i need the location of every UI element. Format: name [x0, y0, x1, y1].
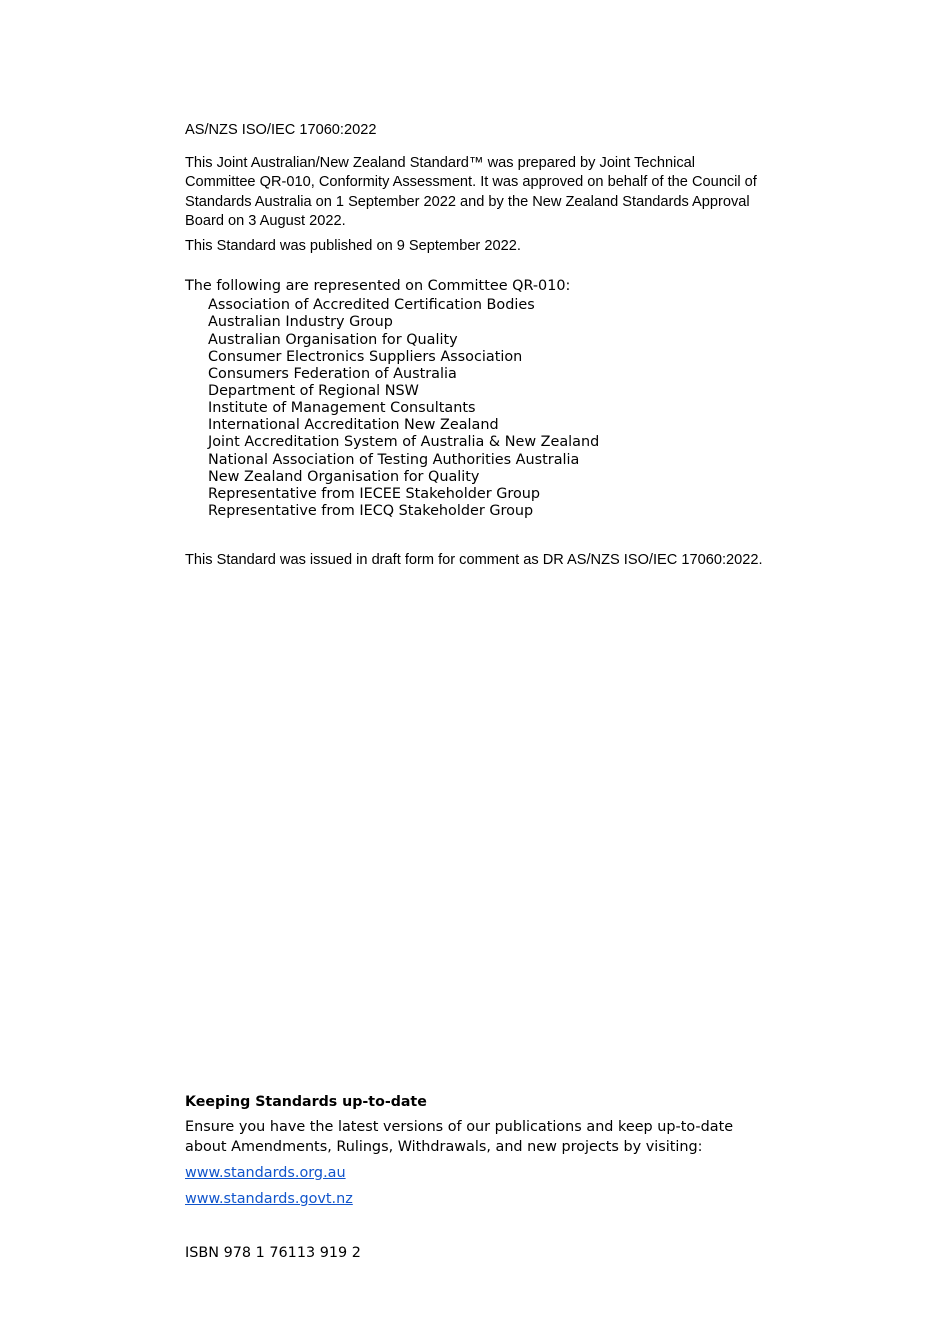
draft-note: This Standard was issued in draft form for comment as DR AS/NZS ISO/IEC 17060:2022.: [185, 552, 763, 568]
committee-member: National Association of Testing Authorities Australia: [208, 451, 580, 468]
committee-member: Representative from IECEE Stakeholder Group: [208, 485, 541, 502]
committee-member: Australian Organisation for Quality: [208, 331, 458, 348]
keeping-title: Keeping Standards up-to-date: [185, 1094, 427, 1110]
committee-member: Joint Accreditation System of Australia & New Zealand: [208, 434, 600, 451]
committee-member: Consumers Federation of Australia: [208, 365, 457, 382]
committee-member: Institute of Management Consultants: [208, 400, 476, 417]
committee-member: Australian Industry Group: [208, 314, 393, 331]
intro-paragraph: This Joint Australian/New Zealand Standard™ was prepared by Joint Technical Committee QR-010, Conformity Assessment. It was approved on behalf of the Council of Standards Australia on 1 September 2022 and by the New Zealand Standards Approval Board on 3 August 2022.: [185, 155, 757, 229]
committee-member: Association of Accredited Certification Bodies: [208, 297, 535, 314]
committee-member-list: [185, 297, 765, 520]
committee-member: Representative from IECQ Stakeholder Group: [208, 503, 534, 520]
committee-member: Consumer Electronics Suppliers Association: [208, 348, 523, 365]
committee-member: Department of Regional NSW: [208, 382, 419, 399]
isbn: ISBN 978 1 76113 919 2: [185, 1245, 361, 1261]
keeping-up-to-date-section: [185, 1094, 765, 1208]
committee-section: [185, 278, 765, 520]
document-code: AS/NZS ISO/IEC 17060:2022: [185, 122, 377, 138]
committee-member: New Zealand Organisation for Quality: [208, 468, 480, 485]
committee-member: International Accreditation New Zealand: [208, 417, 499, 434]
published-date: This Standard was published on 9 September 2022.: [185, 238, 521, 254]
keeping-body: Ensure you have the latest versions of our publications and keep up-to-date about Amendments, Rulings, Withdrawals, and new projects by visiting:: [185, 1119, 734, 1155]
committee-heading: The following are represented on Committee QR-010:: [185, 278, 571, 294]
standards-au-link[interactable]: www.standards.org.au: [185, 1164, 346, 1181]
standards-nz-link[interactable]: www.standards.govt.nz: [185, 1190, 353, 1207]
